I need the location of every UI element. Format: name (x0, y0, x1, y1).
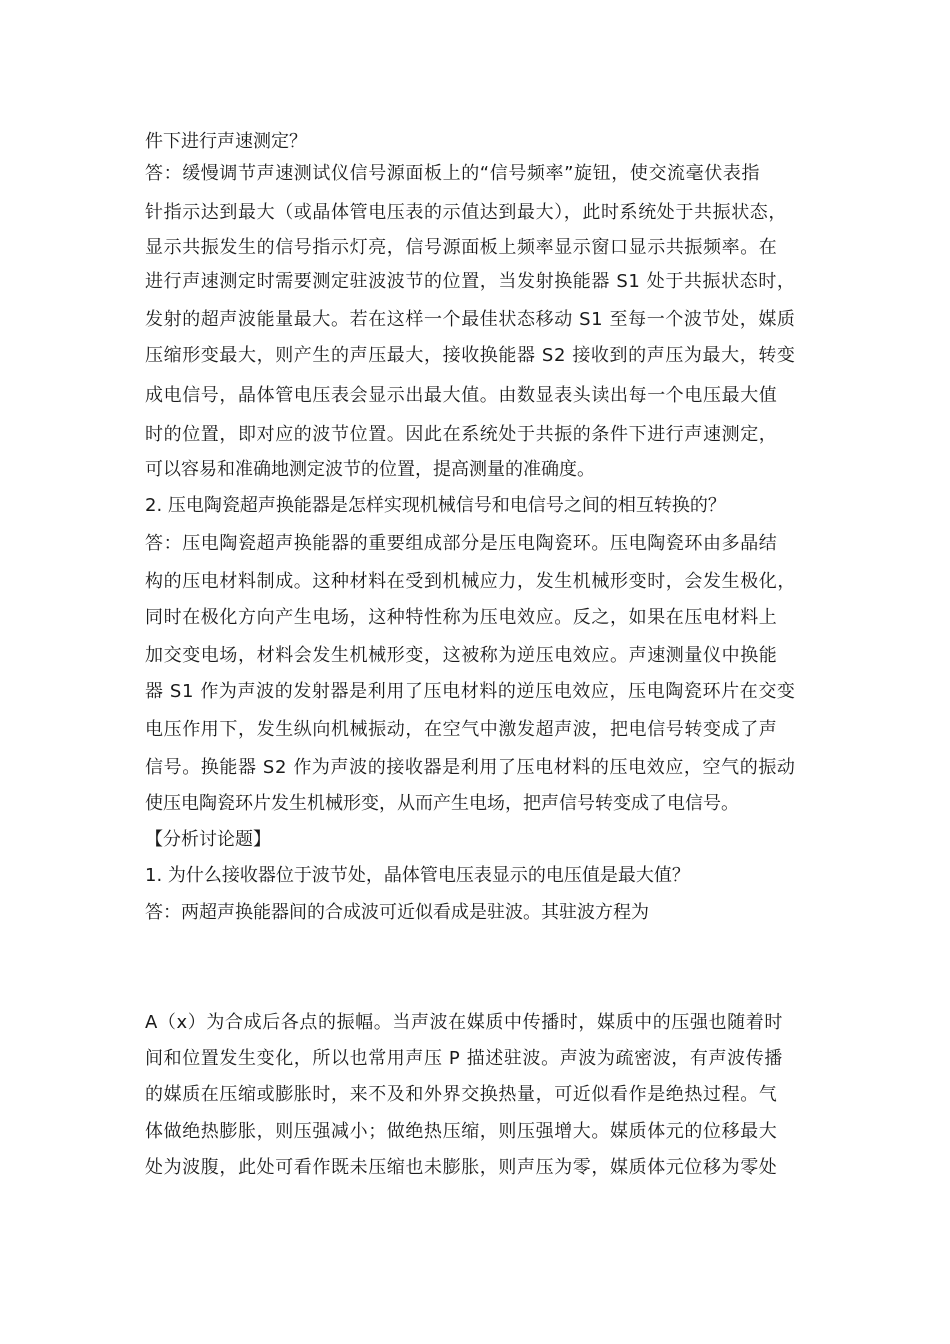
text-line: 进行声速测定时需要测定驻波波节的位置，当发射换能器 S1 处于共振状态时， (145, 271, 796, 292)
text-line: 成电信号，晶体管电压表会显示出最大值。由数显表头读出每一个电压最大值 (145, 385, 778, 406)
text-line: 的媒质在压缩或膨胀时，来不及和外界交换热量，可近似看作是绝热过程。气 (145, 1084, 778, 1105)
text-line: 压缩形变最大，则产生的声压最大，接收换能器 S2 接收到的声压为最大，转变 (145, 345, 796, 366)
text-line: 使压电陶瓷环片发生机械形变，从而产生电场，把声信号转变成了电信号。 (145, 793, 739, 814)
text-line: 答：两超声换能器间的合成波可近似看成是驻波。其驻波方程为 (145, 902, 649, 923)
question-heading: 1. 为什么接收器位于波节处，晶体管电压表显示的电压值是最大值？ (145, 865, 690, 886)
text-line: 同时在极化方向产生电场，这种特性称为压电效应。反之，如果在压电材料上 (145, 607, 778, 628)
text-line: 信号。换能器 S2 作为声波的接收器是利用了压电材料的压电效应，空气的振动 (145, 757, 796, 778)
text-line: 件下进行声速测定？ (145, 131, 307, 152)
text-line: 间和位置发生变化，所以也常用声压 P 描述驻波。声波为疏密波，有声波传播 (145, 1048, 783, 1069)
section-heading: 【分析讨论题】 (145, 829, 271, 850)
text-line: 答：压电陶瓷超声换能器的重要组成部分是压电陶瓷环。压电陶瓷环由多晶结 (145, 533, 778, 554)
text-line: 电压作用下，发生纵向机械振动，在空气中激发超声波，把电信号转变成了声 (145, 719, 778, 740)
text-line: 发射的超声波能量最大。若在这样一个最佳状态移动 S1 至每一个波节处，媒质 (145, 309, 796, 330)
text-line: 处为波腹，此处可看作既未压缩也未膨胀，则声压为零，媒质体元位移为零处 (145, 1157, 778, 1178)
text-line: A（x）为合成后各点的振幅。当声波在媒质中传播时，媒质中的压强也随着时 (145, 1012, 783, 1033)
text-line: 针指示达到最大（或晶体管电压表的示值达到最大），此时系统处于共振状态， (145, 202, 787, 223)
text-line: 加交变电场，材料会发生机械形变，这被称为逆压电效应。声速测量仪中换能 (145, 645, 778, 666)
text-line: 构的压电材料制成。这种材料在受到机械应力，发生机械形变时，会发生极化， (145, 571, 796, 592)
text-line: 答：缓慢调节声速测试仪信号源面板上的“信号频率”旋钮，使交流毫伏表指 (145, 163, 761, 184)
text-line: 显示共振发生的信号指示灯亮，信号源面板上频率显示窗口显示共振频率。在 (145, 237, 778, 258)
text-line: 时的位置，即对应的波节位置。因此在系统处于共振的条件下进行声速测定， (145, 424, 778, 445)
text-line: 体做绝热膨胀，则压强减小；做绝热压缩，则压强增大。媒质体元的位移最大 (145, 1121, 778, 1142)
text-line: 可以容易和准确地测定波节的位置，提高测量的准确度。 (145, 459, 595, 480)
text-line: 器 S1 作为声波的发射器是利用了压电材料的逆压电效应，压电陶瓷环片在交变 (145, 681, 796, 702)
question-heading: 2. 压电陶瓷超声换能器是怎样实现机械信号和电信号之间的相互转换的？ (145, 495, 726, 516)
